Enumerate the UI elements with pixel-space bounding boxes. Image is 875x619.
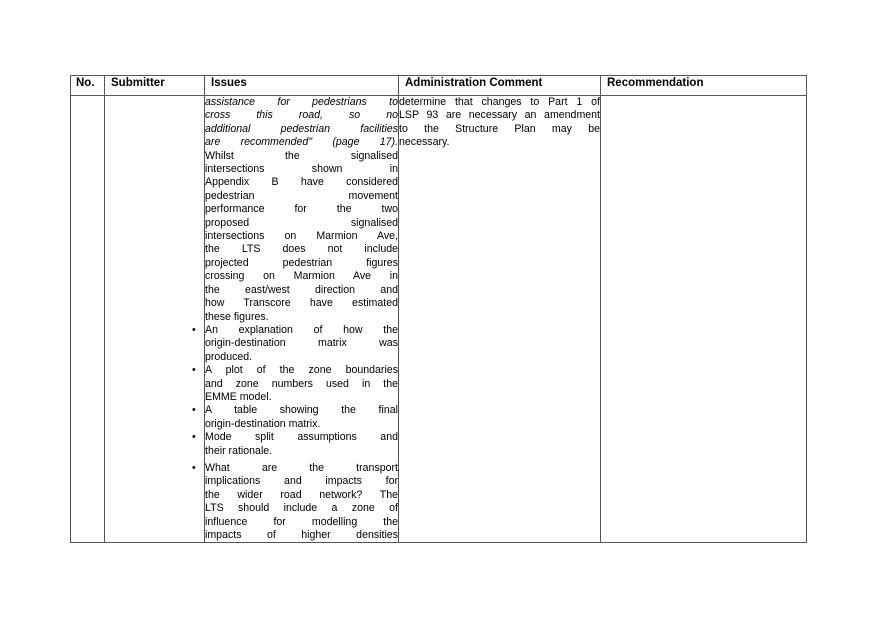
issues-line: pedestrian movement: [205, 189, 398, 202]
administration-comment-cell: [399, 96, 601, 543]
header-administration-comment: Administration Comment: [399, 76, 601, 96]
issues-line: crossing on Marmion Ave in: [205, 270, 398, 283]
issues-line: assistance for pedestrians to: [205, 96, 398, 108]
issues-line: these figures.: [205, 310, 269, 323]
header-submitter: Submitter: [105, 76, 205, 96]
comment-line: LSP 93 are necessary an amendment: [399, 109, 600, 122]
comment-line: necessary.: [399, 136, 450, 149]
bullet-line: An explanation of how the: [205, 323, 398, 336]
bullet-icon: •: [192, 404, 196, 417]
bullet-line: A plot of the zone boundaries: [205, 364, 398, 377]
bullet-line: and zone numbers used in the: [205, 377, 398, 390]
issues-line: intersections shown in: [205, 163, 398, 176]
bullet-line: their rationale.: [205, 444, 273, 457]
issues-line: projected pedestrian figures: [205, 256, 398, 269]
recommendation-cell: [601, 96, 807, 543]
bullet-line: impacts of higher densities: [205, 529, 398, 541]
issues-line: proposed signalised: [205, 216, 398, 229]
issues-line: Whilst the signalised: [205, 149, 398, 162]
issues-line: Appendix B have considered: [205, 176, 398, 189]
bullet-icon: •: [192, 431, 196, 444]
header-no: No.: [71, 76, 105, 96]
bullet-icon: •: [192, 364, 196, 377]
issues-quote-end: are recommended" (page 17).: [205, 136, 398, 149]
bullet-line: EMME model.: [205, 390, 272, 403]
bullet-line: A table showing the final: [205, 404, 398, 417]
issues-line: additional pedestrian facilities: [205, 122, 398, 135]
issues-line: the LTS does not include: [205, 243, 398, 256]
header-recommendation: Recommendation: [601, 76, 807, 96]
comment-line: to the Structure Plan may be: [399, 122, 600, 135]
bullet-line: origin-destination matrix was: [205, 337, 398, 350]
bullet-item: [191, 431, 398, 458]
issues-line: performance for the two: [205, 203, 398, 216]
issues-line: [205, 136, 398, 149]
issues-cell: [192, 96, 399, 543]
bullet-item: [191, 404, 398, 431]
bullet-line: LTS should include a zone of: [205, 502, 398, 515]
comment-line: determine that changes to Part 1 of: [399, 96, 600, 108]
bullet-line: origin-destination matrix.: [205, 417, 321, 430]
bullet-icon: •: [192, 323, 196, 336]
submitter-cell: [105, 96, 205, 543]
bullet-icon: •: [192, 461, 196, 474]
bullet-line: influence for modelling the: [205, 515, 398, 528]
issues-line: how Transcore have estimated: [205, 297, 398, 310]
bullet-line: What are the transport: [205, 461, 398, 474]
bullet-item: [191, 462, 398, 542]
bullet-line: produced.: [205, 350, 253, 363]
header-issues: Issues: [205, 76, 399, 96]
no-cell: [71, 96, 105, 543]
bullet-line: the wider road network? The: [205, 488, 398, 501]
bullet-item: [191, 324, 398, 364]
table-row: [71, 96, 807, 543]
issues-line: intersections on Marmion Ave,: [205, 230, 398, 243]
issues-line: cross this road, so no: [205, 109, 398, 122]
issues-quote: [205, 96, 398, 150]
header-row: [71, 76, 807, 96]
bullet-item: [191, 364, 398, 404]
bullet-line: Mode split assumptions and: [205, 431, 398, 444]
issues-line: the east/west direction and: [205, 283, 398, 296]
bullet-line: implications and impacts for: [205, 475, 398, 488]
submissions-table: [70, 75, 807, 543]
